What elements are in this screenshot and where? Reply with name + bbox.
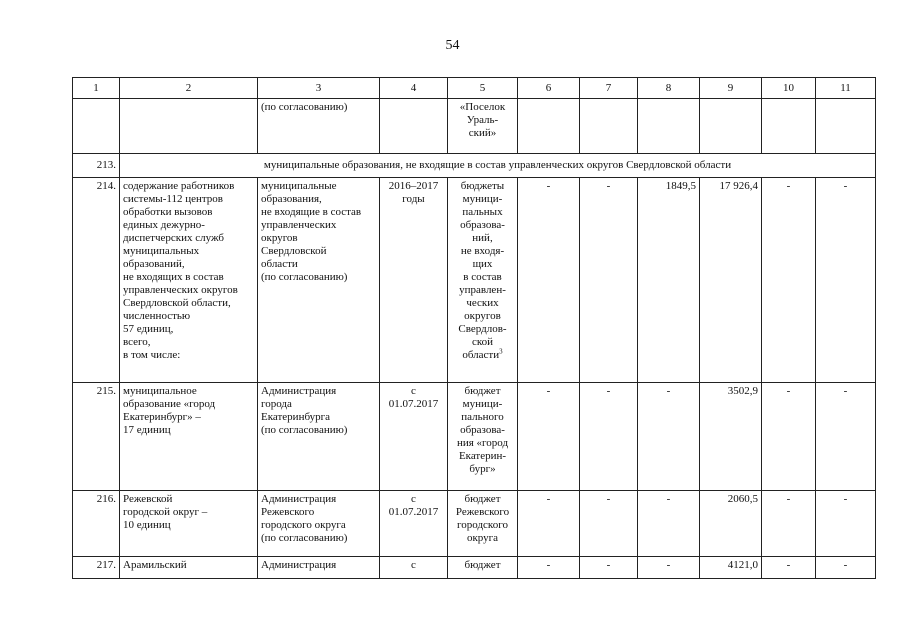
source-text: бюджеты муници- пальных образова- ний, не входя- щих в состав управлен- ческих округов Свердлов- ской области — [458, 180, 507, 361]
cell-num: 214. — [73, 178, 120, 383]
cell-value: - — [762, 491, 816, 557]
header-cell: 11 — [816, 78, 876, 99]
table-row-213 — [73, 154, 876, 178]
cell-num — [73, 99, 120, 154]
cell-period: с 01.07.2017 — [380, 383, 448, 491]
cell-source: бюджет муници- пального образова- ния «город Екатерин- бург» — [448, 383, 518, 491]
cell-executor: Администрация Режевского городского округа (по согласованию) — [258, 491, 380, 557]
header-row — [73, 78, 876, 99]
cell-source: бюджет — [448, 557, 518, 579]
program-table — [72, 77, 876, 579]
cell-source: «Поселок Ураль- ский» — [448, 99, 518, 154]
cell-value: - — [580, 557, 638, 579]
table-row-215 — [73, 383, 876, 491]
cell-description: муниципальное образование «город Екатеринбург» – 17 единиц — [120, 383, 258, 491]
cell-executor: Администрация — [258, 557, 380, 579]
cell-value — [762, 99, 816, 154]
header-cell: 6 — [518, 78, 580, 99]
cell-period — [380, 99, 448, 154]
section-heading: муниципальные образования, не входящие в состав управленческих округов Свердловской области — [120, 154, 876, 178]
header-cell: 2 — [120, 78, 258, 99]
cell-value: - — [580, 178, 638, 383]
cell-value: - — [816, 383, 876, 491]
cell-value: - — [638, 491, 700, 557]
cell-description: Арамильский — [120, 557, 258, 579]
cell-num: 213. — [73, 154, 120, 178]
cell-value: 2060,5 — [700, 491, 762, 557]
cell-num: 215. — [73, 383, 120, 491]
cell-value: - — [518, 383, 580, 491]
cell-value: - — [762, 178, 816, 383]
header-cell: 10 — [762, 78, 816, 99]
cell-period: с — [380, 557, 448, 579]
cell-value: - — [518, 491, 580, 557]
cell-value — [816, 99, 876, 154]
header-cell: 9 — [700, 78, 762, 99]
cell-value: 4121,0 — [700, 557, 762, 579]
cell-executor: муниципальные образования, не входящие в состав управленческих округов Свердловской области (по согласованию) — [258, 178, 380, 383]
cell-value — [518, 99, 580, 154]
cell-value: 1849,5 — [638, 178, 700, 383]
table-row-continuation — [73, 99, 876, 154]
cell-value: - — [518, 557, 580, 579]
cell-num: 217. — [73, 557, 120, 579]
cell-value: - — [816, 491, 876, 557]
cell-num: 216. — [73, 491, 120, 557]
cell-value: - — [816, 178, 876, 383]
cell-period: с 01.07.2017 — [380, 491, 448, 557]
cell-value: 17 926,4 — [700, 178, 762, 383]
header-cell: 3 — [258, 78, 380, 99]
cell-value: - — [638, 383, 700, 491]
cell-value: - — [580, 491, 638, 557]
cell-value: - — [762, 383, 816, 491]
header-cell: 7 — [580, 78, 638, 99]
cell-value: - — [816, 557, 876, 579]
header-cell: 1 — [73, 78, 120, 99]
cell-description: Режевской городской округ – 10 единиц — [120, 491, 258, 557]
cell-value — [580, 99, 638, 154]
footnote-mark: 3 — [499, 347, 503, 356]
cell-executor: (по согласованию) — [258, 99, 380, 154]
cell-value: - — [518, 178, 580, 383]
header-cell: 8 — [638, 78, 700, 99]
cell-value — [638, 99, 700, 154]
cell-source — [448, 178, 518, 383]
cell-description — [120, 99, 258, 154]
cell-period: 2016–2017 годы — [380, 178, 448, 383]
cell-description: содержание работников системы-112 центров обработки вызовов единых дежурно- диспетчерских служб муниципальных образований, не входящих в состав управленческих округов Свердловской области, численностью 57 единиц, всего, в том числе: — [120, 178, 258, 383]
cell-value: 3502,9 — [700, 383, 762, 491]
cell-value: - — [638, 557, 700, 579]
cell-value: - — [580, 383, 638, 491]
table-row-216 — [73, 491, 876, 557]
cell-source: бюджет Режевского городского округа — [448, 491, 518, 557]
header-cell: 4 — [380, 78, 448, 99]
table-row-214 — [73, 178, 876, 383]
cell-value: - — [762, 557, 816, 579]
cell-executor: Администрация города Екатеринбурга (по согласованию) — [258, 383, 380, 491]
page-number: 54 — [445, 38, 460, 53]
header-cell: 5 — [448, 78, 518, 99]
cell-value — [700, 99, 762, 154]
table-row-217 — [73, 557, 876, 579]
